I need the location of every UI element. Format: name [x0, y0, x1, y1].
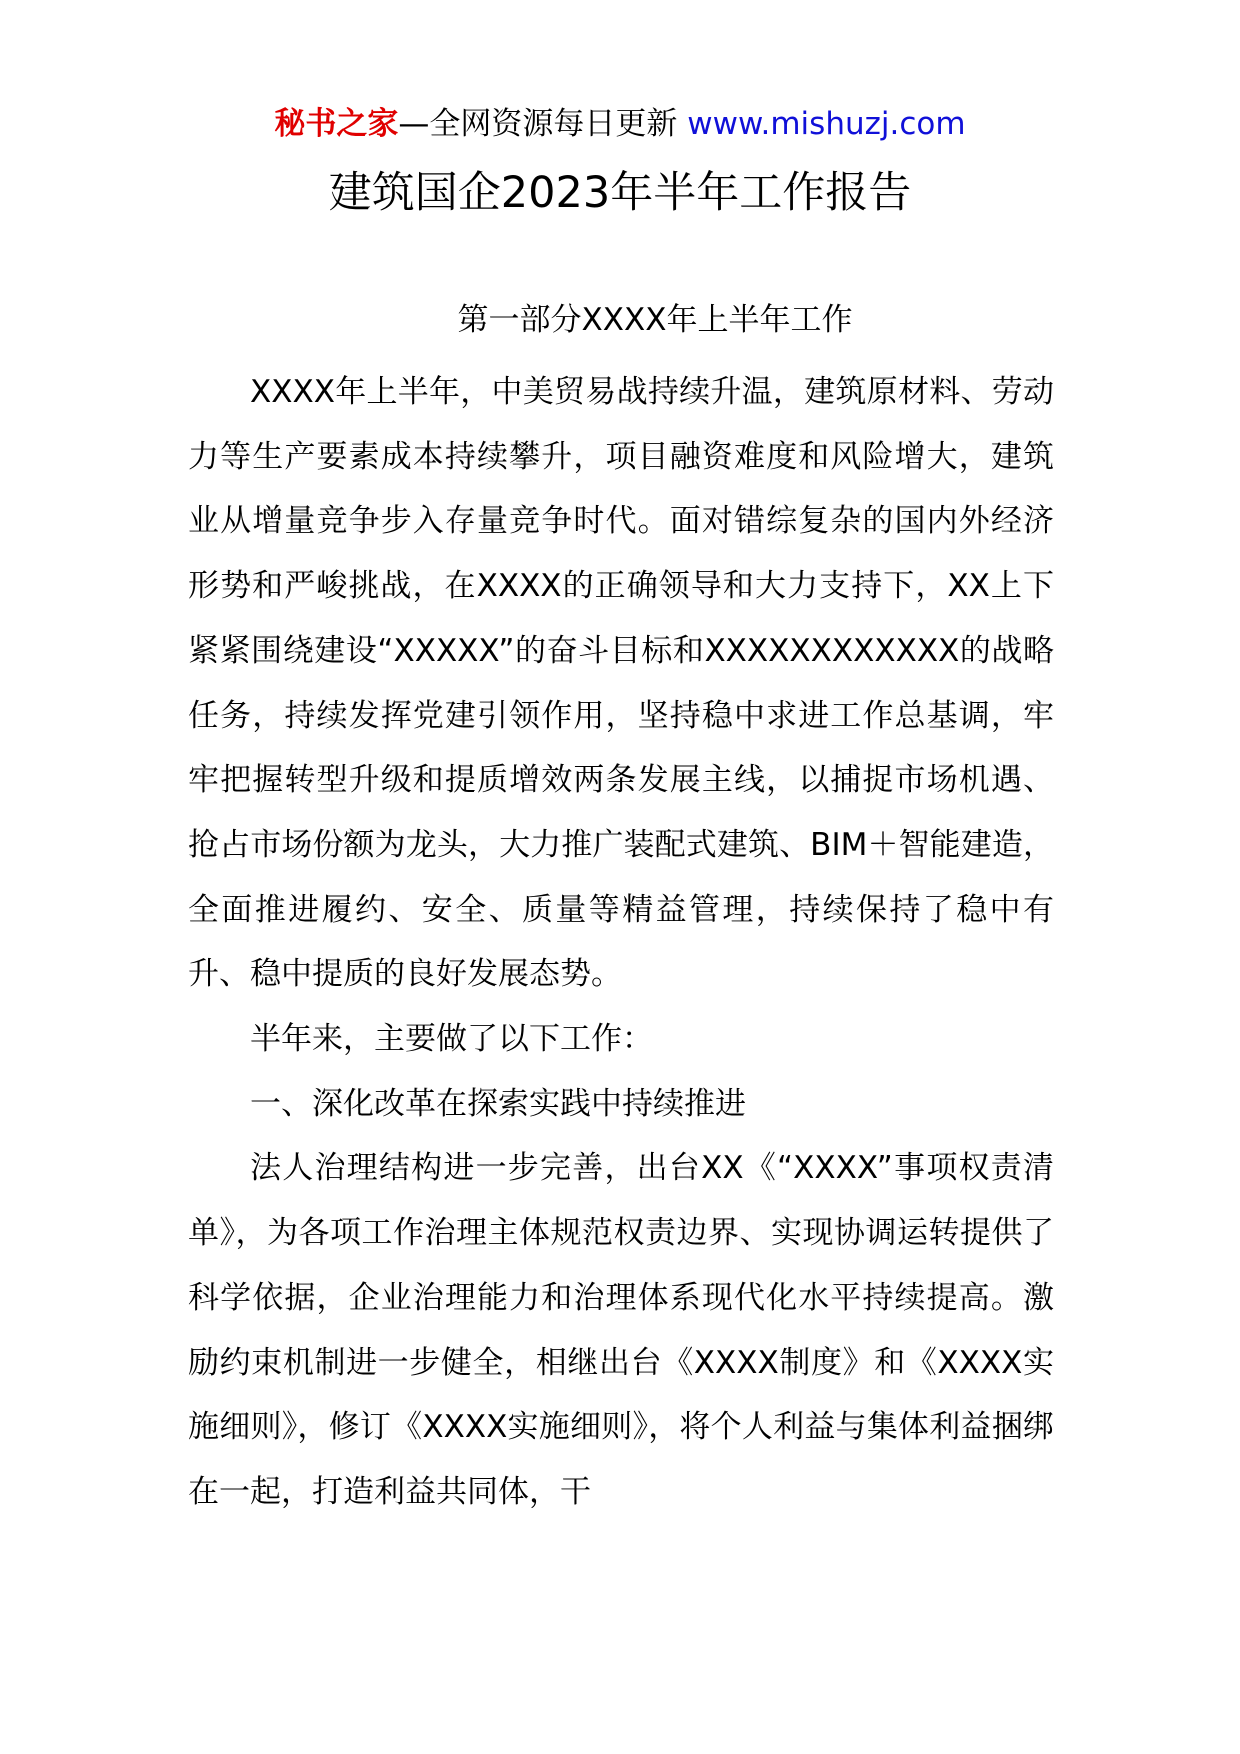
- site-url-link[interactable]: www.mishuzj.com: [687, 106, 966, 142]
- paragraph-heading-reform: 一、深化改革在探索实践中持续推进: [250, 1085, 746, 1122]
- paragraph-intro: XXXX年上半年，中美贸易战持续升温，建筑原材料、劳动力等生产要素成本持续攀升，项目融资难度和风险增大，建筑业从增量竞争步入存量竞争时代。面对错综复杂的国内外经济形势和严峻挑战，在XXXX的正确领导和大力支持下，XX上下紧紧围绕建设“XXXXX”的奋斗目标和XXXXXXXXXXXX的战略任务，持续发挥党建引领作用，坚持稳中求进工作总基调，牢牢把握转型升级和提质增效两条发展主线，以捕捉市场机遇、抢占市场份额为龙头，大力推广装配式建筑、BIM＋智能建造，全面推进履约、安全、质量等精益管理，持续保持了稳中有升、稳中提质的良好发展态势。: [188, 374, 1054, 993]
- document-body: [188, 360, 1054, 1525]
- paragraph-reform-detail: 法人治理结构进一步完善，出台XX《“XXXX”事项权责清单》，为各项工作治理主体规范权责边界、实现协调运转提供了科学依据，企业治理能力和治理体系现代化水平持续提高。激励约束机制进一步健全，相继出台《XXXX制度》和《XXXX实施细则》，修订《XXXX实施细则》，将个人利益与集体利益捆绑在一起，打造利益共同体，干: [188, 1150, 1054, 1510]
- site-slogan: —全网资源每日更新: [398, 106, 678, 142]
- paragraph-summary-lead: 半年来，主要做了以下工作：: [250, 1021, 653, 1058]
- site-header: [0, 100, 1240, 148]
- site-brand: 秘书之家: [274, 106, 399, 142]
- section-heading: 第一部分XXXX年上半年工作: [457, 302, 853, 338]
- document-title: 建筑国企2023年半年工作报告: [328, 168, 912, 218]
